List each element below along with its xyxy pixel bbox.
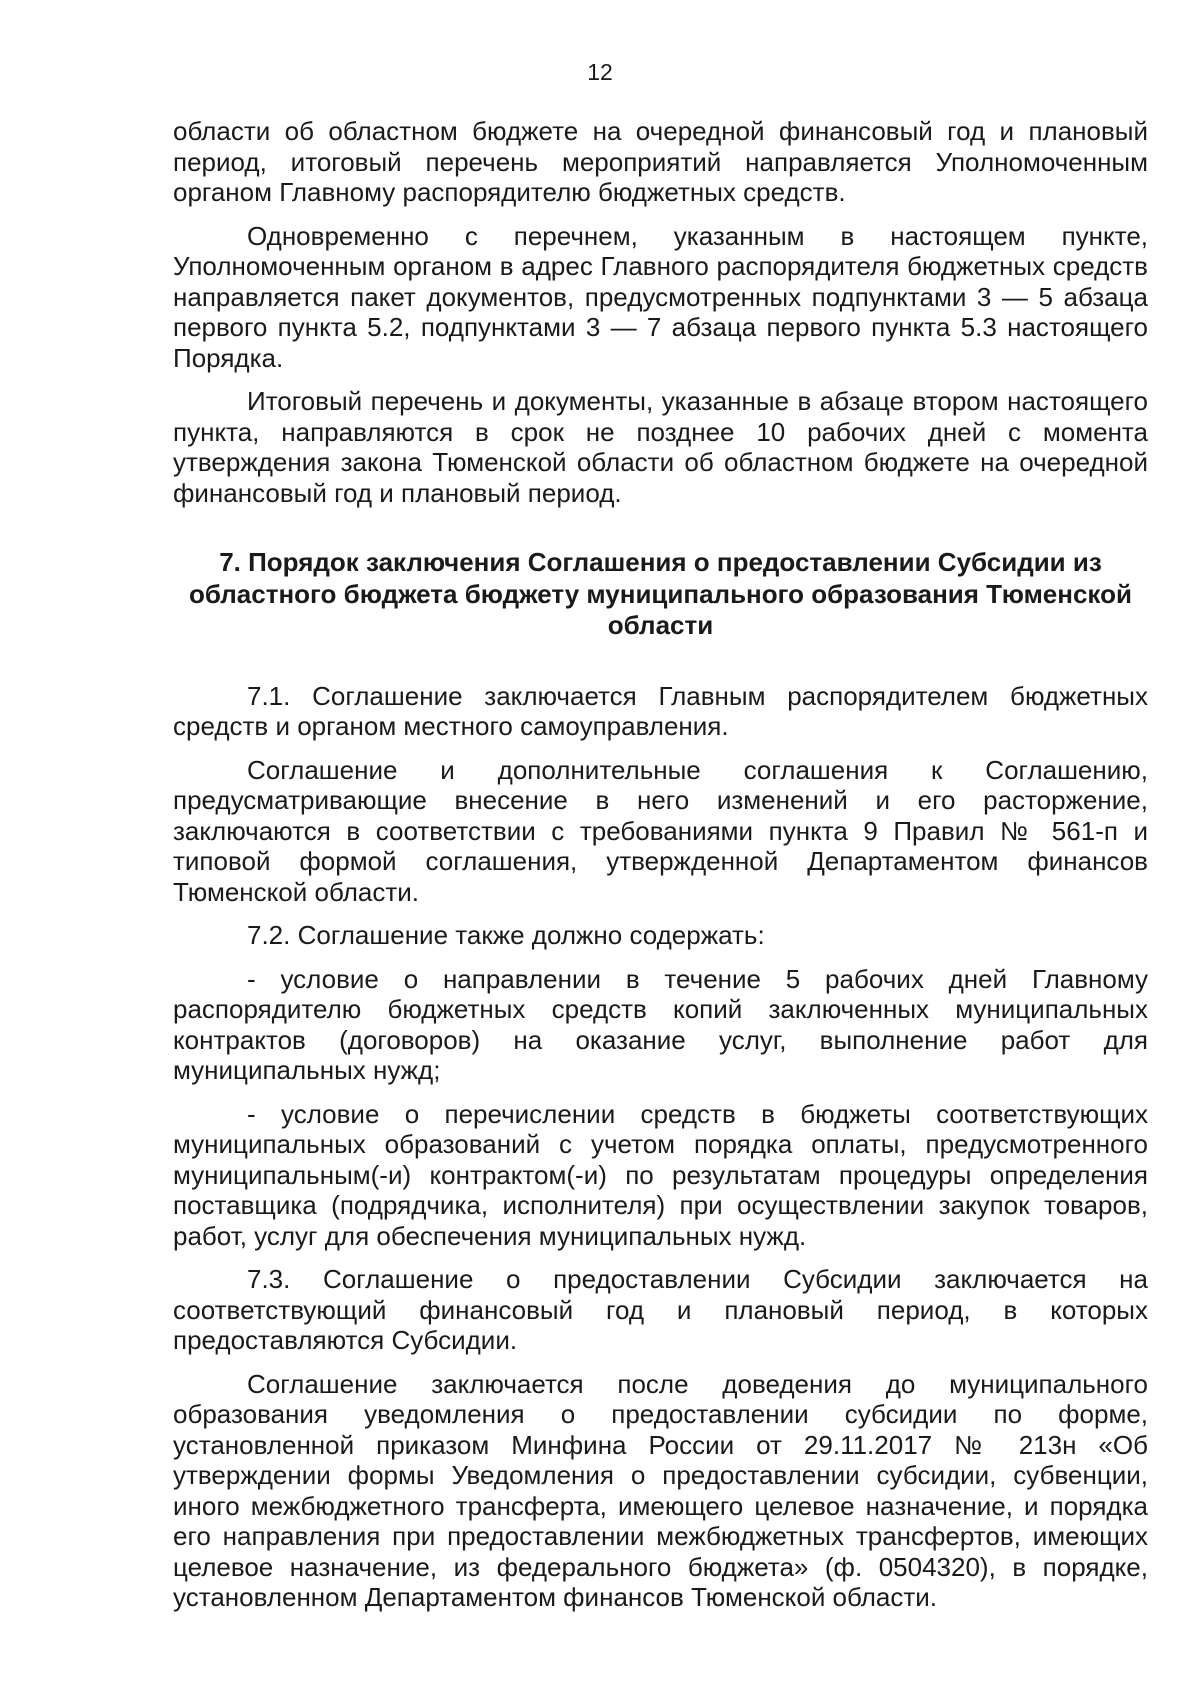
paragraph: Соглашение и дополнительные соглашения к Соглашению, предусматривающие внесение в него изменений и его расторжение, заключаются в соответствии с требованиями пункта 9 Правил № 561-п и типовой формой соглашения, утвержденной Департаментом финансов Тюменской области. [173,754,1148,907]
page-number: 12 [587,59,613,85]
paragraph-7-2: 7.2. Соглашение также должно содержать: [247,920,765,950]
list-item: - условие о перечислении средств в бюджеты соответствующих муниципальных образований с учетом порядка оплаты, предусмотренного муниципальным(-и) контрактом(-и) по результатам процедуры определения поставщика (подрядчика, исполнителя) при осуществлении закупок товаров, работ, услуг для обеспечения муниципальных нужд. [173,1098,1148,1251]
document-body [173,116,1148,1626]
paragraph-7-3: 7.3. Соглашение о предоставлении Субсидии заключается на соответствующий финансовый год и плановый период, в которых предоставляются Субсидии. [173,1264,1148,1355]
section-heading: 7. Порядок заключения Соглашения о предоставлении Субсидии из областного бюджета бюджету муниципального образования Тюменской области [189,547,1132,640]
list-item: - условие о направлении в течение 5 рабочих дней Главному распорядителю бюджетных средств копий заключенных муниципальных контрактов (договоров) на оказание услуг, выполнение работ для муниципальных нужд; [173,963,1148,1085]
paragraph: Итоговый перечень и документы, указанные в абзаце втором настоящего пункта, направляются в срок не позднее 10 рабочих дней с момента утверждения закона Тюменской области об областном бюджете на очередной финансовый год и плановый период. [173,386,1148,508]
paragraph: Соглашение заключается после доведения до муниципального образования уведомления о предоставлении субсидии по форме, установленной приказом Минфина России от 29.11.2017 № 213н «Об утверждении формы Уведомления о предоставлении субсидии, субвенции, иного межбюджетного трансферта, имеющего целевое назначение, и порядка его направления при предоставлении межбюджетных трансфертов, имеющих целевое назначение, из федерального бюджета» (ф. 0504320), в порядке, установленном Департаментом финансов Тюменской области. [173,1368,1148,1612]
paragraph-7-1: 7.1. Соглашение заключается Главным распорядителем бюджетных средств и органом местного самоуправления. [173,680,1148,741]
paragraph: Одновременно с перечнем, указанным в настоящем пункте, Уполномоченным органом в адрес Главного распорядителя бюджетных средств направляется пакет документов, предусмотренных подпунктами 3 — 5 абзаца первого пункта 5.2, подпунктами 3 — 7 абзаца первого пункта 5.3 настоящего Порядка. [173,220,1148,373]
paragraph-continuation: области об областном бюджете на очередной финансовый год и плановый период, итоговый перечень мероприятий направляется Уполномоченным органом Главному распорядителю бюджетных средств. [173,116,1148,207]
